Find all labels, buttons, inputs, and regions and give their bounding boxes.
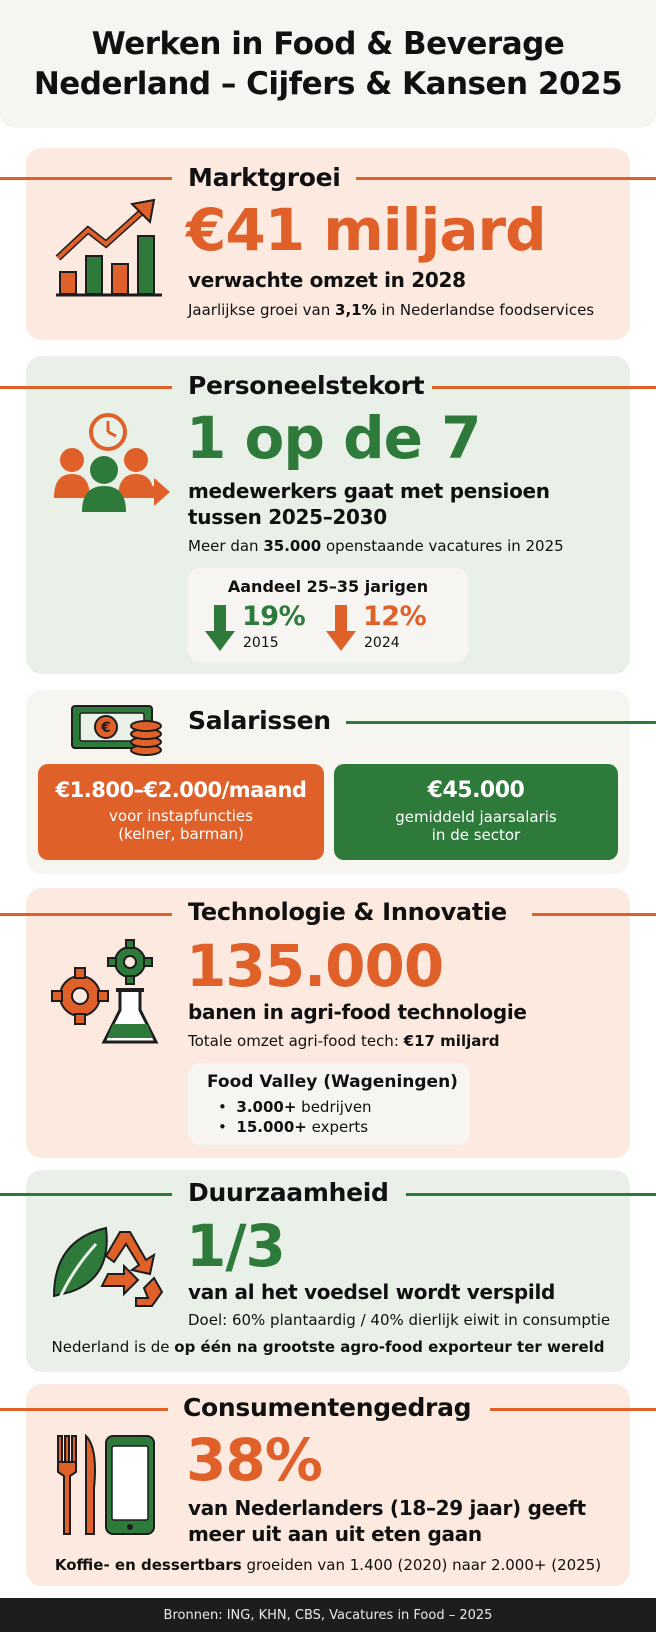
salary-entry-pill	[38, 764, 324, 860]
duurzaam-value: 1/3	[186, 1212, 285, 1280]
divider-line	[432, 386, 656, 389]
marktgroei-value: €41 miljard	[186, 196, 546, 264]
leaf-recycle-icon	[50, 1222, 164, 1308]
tech-title: Technologie & Innovatie	[188, 898, 507, 926]
page-title-line1: Werken in Food & Beverage	[91, 26, 565, 62]
page-title-line2: Nederland – Cijfers & Kansen 2025	[33, 66, 623, 102]
svg-text:€: €	[101, 720, 111, 736]
salaris-title: Salarissen	[188, 706, 331, 735]
salary-entry-desc-1: voor instapfuncties	[109, 807, 253, 825]
divider-line	[406, 1193, 656, 1196]
arrow-down-icon	[205, 605, 235, 651]
gears-flask-icon	[50, 938, 160, 1050]
money-coins-icon	[68, 700, 168, 756]
salary-average-desc-2: in de sector	[431, 826, 521, 844]
tech-subhead: banen in agri-food technologie	[188, 1000, 527, 1024]
marktgroei-desc: Jaarlijkse groei van 3,1% in Nederlandse foodservices	[188, 301, 595, 319]
stat-2015-value: 19%	[242, 601, 306, 632]
cutlery-phone-icon	[54, 1434, 158, 1538]
personeel-value: 1 op de 7	[186, 404, 481, 472]
duurzaam-subhead: van al het voedsel wordt verspild	[188, 1280, 556, 1304]
sources-footer	[0, 1598, 656, 1632]
food-valley-bullet-1: • 3.000+ bedrijven	[218, 1098, 372, 1116]
salary-average-pill	[334, 764, 618, 860]
divider-line	[490, 1408, 656, 1411]
salary-average-value: €45.000	[427, 778, 525, 803]
consument-subhead-2: meer uit aan uit eten gaan	[188, 1522, 482, 1546]
consument-value: 38%	[186, 1426, 322, 1494]
divider-line	[0, 386, 172, 389]
stat-2024-year: 2024	[364, 635, 400, 651]
age-share-title: Aandeel 25–35 jarigen	[227, 577, 429, 596]
divider-line	[0, 1408, 168, 1411]
divider-line	[0, 177, 172, 180]
divider-line	[346, 721, 656, 724]
divider-line	[356, 177, 656, 180]
personeel-desc: Meer dan 35.000 openstaande vacatures in 2025	[188, 537, 564, 555]
personeel-title: Personeelstekort	[188, 371, 425, 400]
stat-2015-year: 2015	[243, 635, 279, 651]
consument-desc: Koffie- en dessertbars groeiden van 1.400 (2020) naar 2.000+ (2025)	[54, 1556, 602, 1574]
salary-average-desc-1: gemiddeld jaarsalaris	[395, 808, 557, 826]
duurzaam-desc: Doel: 60% plantaardig / 40% dierlijk eiwit in consumptie	[188, 1311, 611, 1329]
title-banner	[0, 0, 656, 128]
growth-chart-icon	[54, 196, 166, 300]
divider-line	[0, 913, 172, 916]
marktgroei-subhead: verwachte omzet in 2028	[188, 268, 466, 292]
divider-line	[0, 1193, 172, 1196]
personeel-subhead-2: tussen 2025–2030	[188, 505, 387, 529]
duurzaam-footer-note: Nederland is de op één na grootste agro-food exporteur ter wereld	[51, 1338, 605, 1356]
stat-2024-value: 12%	[363, 601, 427, 632]
divider-line	[532, 913, 656, 916]
food-valley-bullet-2: • 15.000+ experts	[218, 1118, 369, 1136]
consument-title: Consumentengedrag	[183, 1393, 472, 1422]
salary-entry-value: €1.800–€2.000/maand	[55, 778, 307, 802]
consument-subhead-1: van Nederlanders (18–29 jaar) geeft	[188, 1496, 586, 1520]
duurzaam-title: Duurzaamheid	[188, 1178, 389, 1207]
sources-text: Bronnen: ING, KHN, CBS, Vacatures in Food – 2025	[163, 1607, 493, 1623]
marktgroei-title: Marktgroei	[188, 163, 341, 192]
workers-clock-icon	[52, 412, 172, 516]
tech-desc: Totale omzet agri-food tech: €17 miljard	[188, 1032, 500, 1050]
food-valley-title: Food Valley (Wageningen)	[207, 1072, 458, 1092]
tech-value: 135.000	[186, 932, 444, 1000]
arrow-down-icon	[326, 605, 356, 651]
personeel-subhead-1: medewerkers gaat met pensioen	[188, 479, 550, 503]
salary-entry-desc-2: (kelner, barman)	[118, 825, 244, 843]
